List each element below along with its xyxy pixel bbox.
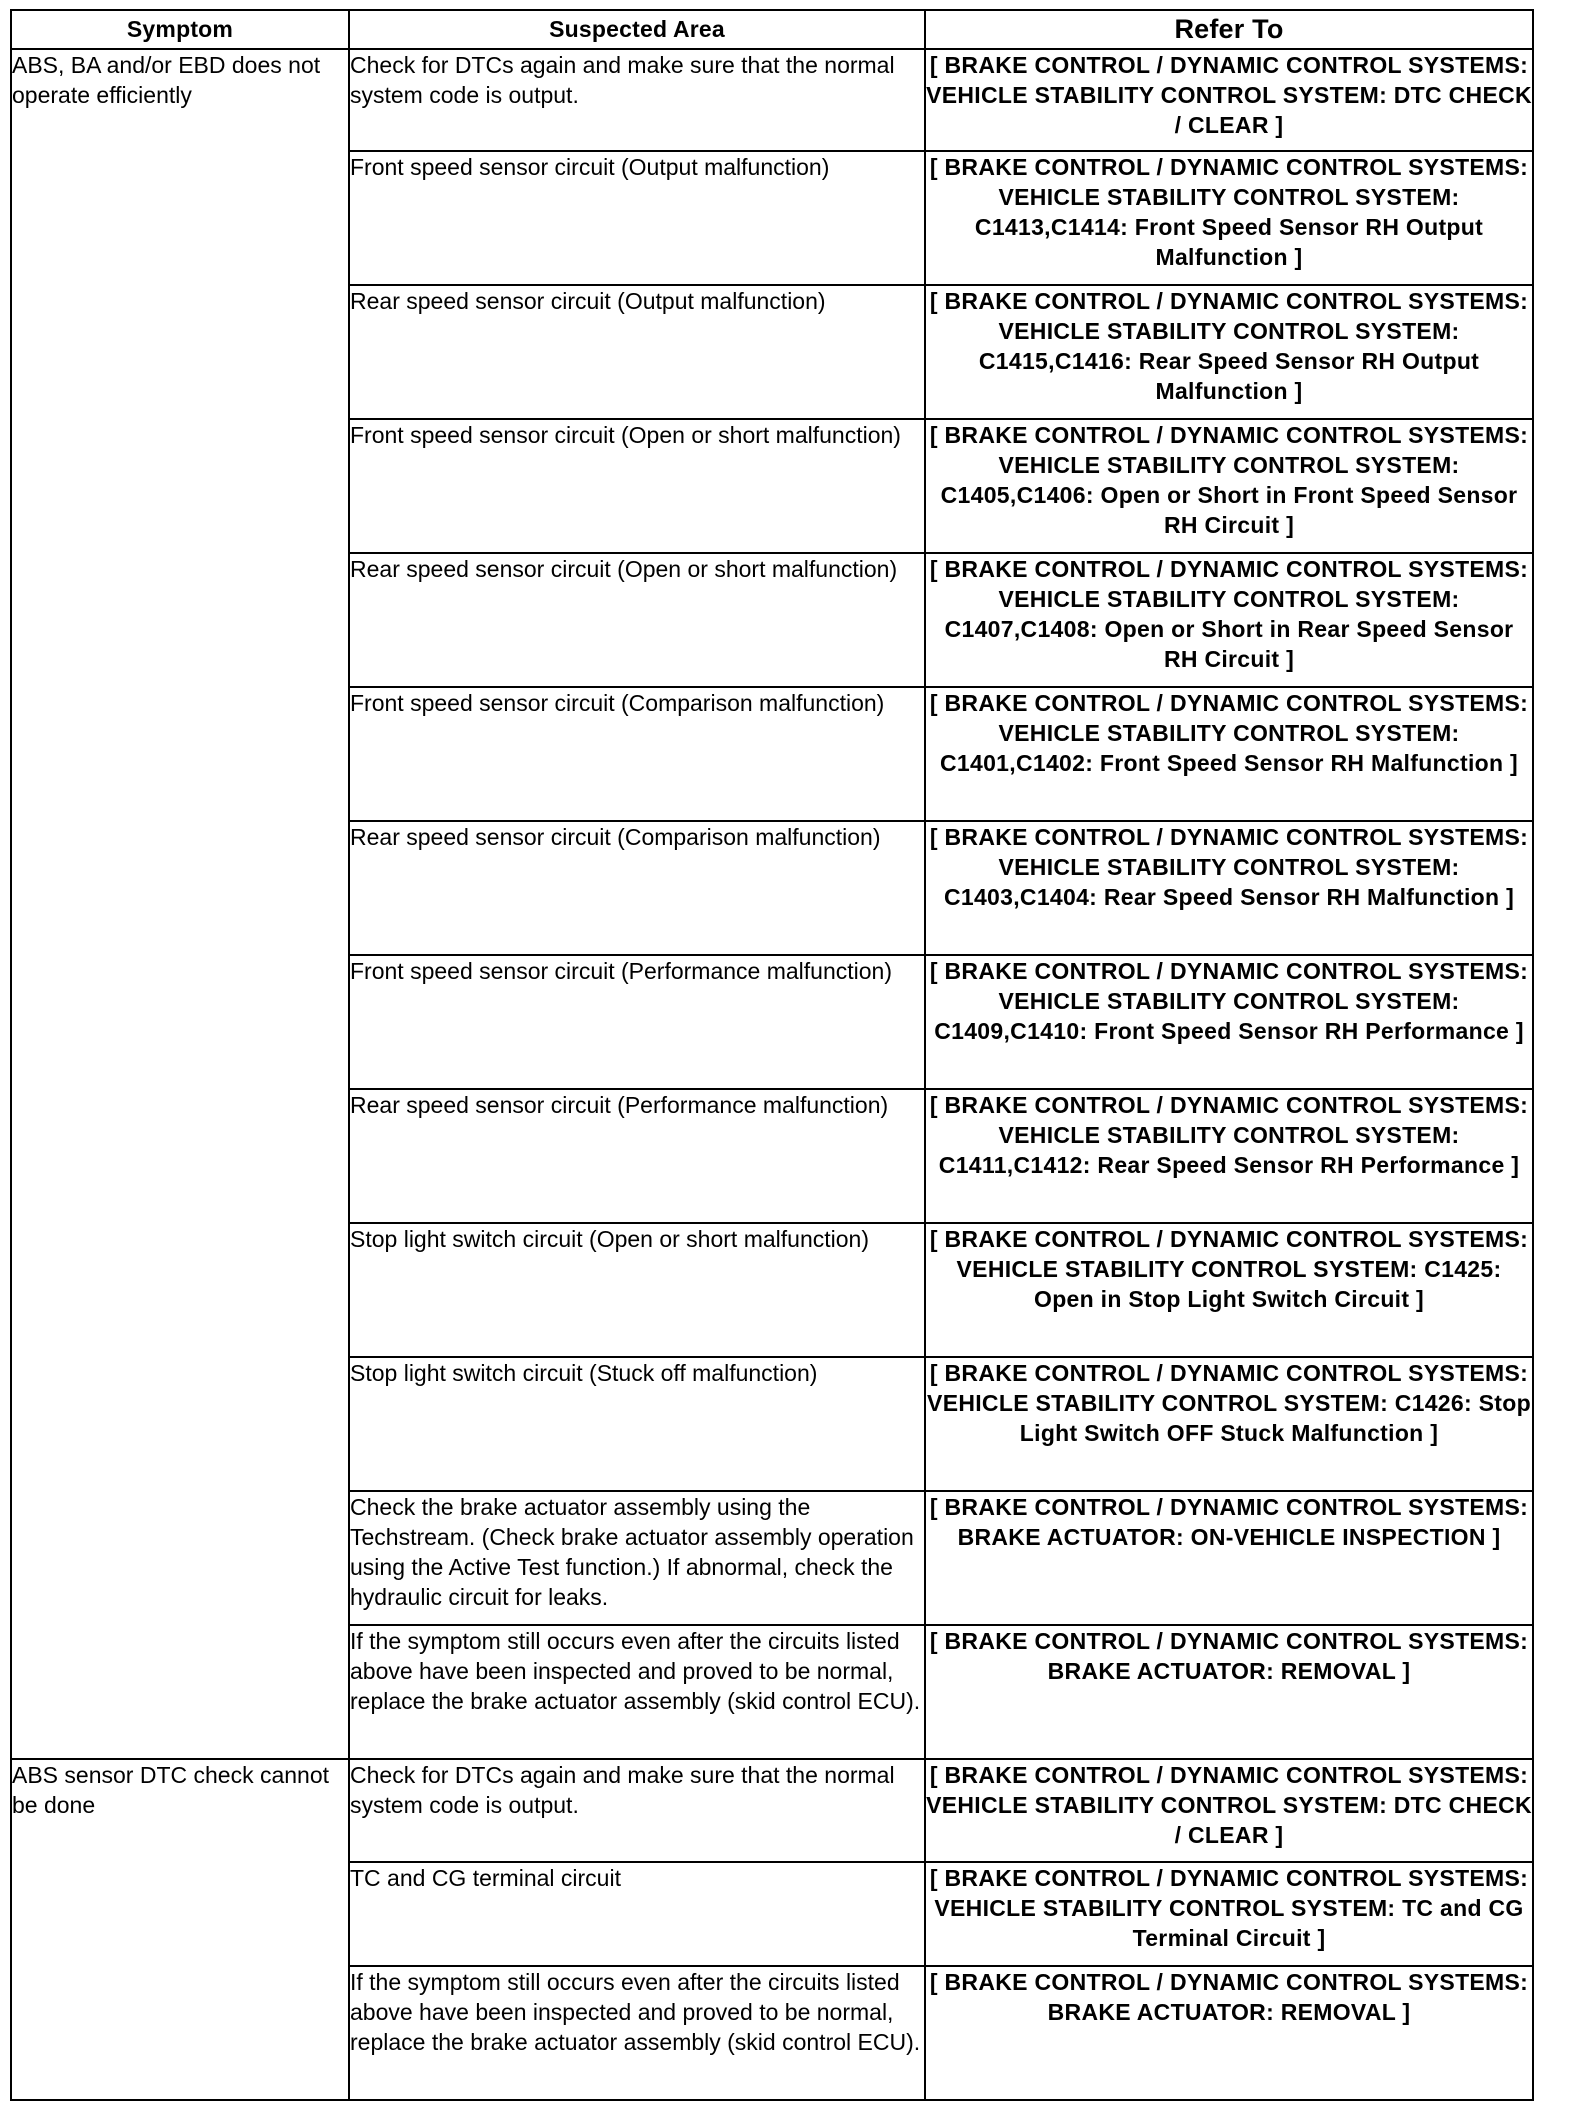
refer-to-link[interactable]: [ BRAKE CONTROL / DYNAMIC CONTROL SYSTEMS: VEHICLE STABILITY CONTROL SYSTEM: C1407,C1408: Open or Short in Rear Speed Sensor RH Circuit ]	[925, 553, 1533, 687]
suspected-area-cell: If the symptom still occurs even after the circuits listed above have been inspected and proved to be normal, replace the brake actuator assembly (skid control ECU).	[349, 1966, 925, 2100]
problem-symptoms-table-page	[10, 9, 1532, 2101]
table-row	[11, 49, 1533, 151]
table-header-row	[11, 10, 1533, 49]
suspected-area-cell: Front speed sensor circuit (Performance malfunction)	[349, 955, 925, 1089]
refer-to-link[interactable]: [ BRAKE CONTROL / DYNAMIC CONTROL SYSTEMS: BRAKE ACTUATOR: ON-VEHICLE INSPECTION ]	[925, 1491, 1533, 1625]
refer-to-link[interactable]: [ BRAKE CONTROL / DYNAMIC CONTROL SYSTEMS: VEHICLE STABILITY CONTROL SYSTEM: C1409,C1410: Front Speed Sensor RH Performance ]	[925, 955, 1533, 1089]
suspected-area-cell: Check for DTCs again and make sure that the normal system code is output.	[349, 1759, 925, 1862]
suspected-area-column-header: Suspected Area	[349, 10, 925, 49]
refer-to-link[interactable]: [ BRAKE CONTROL / DYNAMIC CONTROL SYSTEMS: VEHICLE STABILITY CONTROL SYSTEM: DTC CHECK / CLEAR ]	[925, 1759, 1533, 1862]
refer-to-link[interactable]: [ BRAKE CONTROL / DYNAMIC CONTROL SYSTEMS: VEHICLE STABILITY CONTROL SYSTEM: C1401,C1402: Front Speed Sensor RH Malfunction ]	[925, 687, 1533, 821]
symptom-column-header: Symptom	[11, 10, 349, 49]
refer-to-link[interactable]: [ BRAKE CONTROL / DYNAMIC CONTROL SYSTEMS: VEHICLE STABILITY CONTROL SYSTEM: C1426: Stop Light Switch OFF Stuck Malfunction ]	[925, 1357, 1533, 1491]
refer-to-column-header: Refer To	[925, 10, 1533, 49]
suspected-area-cell: Rear speed sensor circuit (Open or short malfunction)	[349, 553, 925, 687]
suspected-area-cell: Rear speed sensor circuit (Performance malfunction)	[349, 1089, 925, 1223]
suspected-area-cell: Rear speed sensor circuit (Comparison malfunction)	[349, 821, 925, 955]
suspected-area-cell: Front speed sensor circuit (Open or short malfunction)	[349, 419, 925, 553]
refer-to-link[interactable]: [ BRAKE CONTROL / DYNAMIC CONTROL SYSTEMS: VEHICLE STABILITY CONTROL SYSTEM: TC and CG Terminal Circuit ]	[925, 1862, 1533, 1966]
symptom-cell: ABS, BA and/or EBD does not operate efficiently	[11, 49, 349, 1759]
refer-to-link[interactable]: [ BRAKE CONTROL / DYNAMIC CONTROL SYSTEMS: BRAKE ACTUATOR: REMOVAL ]	[925, 1966, 1533, 2100]
refer-to-link[interactable]: [ BRAKE CONTROL / DYNAMIC CONTROL SYSTEMS: VEHICLE STABILITY CONTROL SYSTEM: C1415,C1416: Rear Speed Sensor RH Output Malfunction ]	[925, 285, 1533, 419]
refer-to-link[interactable]: [ BRAKE CONTROL / DYNAMIC CONTROL SYSTEMS: VEHICLE STABILITY CONTROL SYSTEM: C1413,C1414: Front Speed Sensor RH Output Malfunction ]	[925, 151, 1533, 285]
suspected-area-cell: Rear speed sensor circuit (Output malfunction)	[349, 285, 925, 419]
refer-to-link[interactable]: [ BRAKE CONTROL / DYNAMIC CONTROL SYSTEMS: VEHICLE STABILITY CONTROL SYSTEM: C1403,C1404: Rear Speed Sensor RH Malfunction ]	[925, 821, 1533, 955]
table-row	[11, 1759, 1533, 1862]
suspected-area-cell: Stop light switch circuit (Stuck off malfunction)	[349, 1357, 925, 1491]
suspected-area-cell: If the symptom still occurs even after the circuits listed above have been inspected and proved to be normal, replace the brake actuator assembly (skid control ECU).	[349, 1625, 925, 1759]
suspected-area-cell: Front speed sensor circuit (Output malfunction)	[349, 151, 925, 285]
refer-to-link[interactable]: [ BRAKE CONTROL / DYNAMIC CONTROL SYSTEMS: BRAKE ACTUATOR: REMOVAL ]	[925, 1625, 1533, 1759]
suspected-area-cell: Front speed sensor circuit (Comparison malfunction)	[349, 687, 925, 821]
suspected-area-cell: TC and CG terminal circuit	[349, 1862, 925, 1966]
refer-to-link[interactable]: [ BRAKE CONTROL / DYNAMIC CONTROL SYSTEMS: VEHICLE STABILITY CONTROL SYSTEM: DTC CHECK / CLEAR ]	[925, 49, 1533, 151]
refer-to-link[interactable]: [ BRAKE CONTROL / DYNAMIC CONTROL SYSTEMS: VEHICLE STABILITY CONTROL SYSTEM: C1405,C1406: Open or Short in Front Speed Sensor RH Circuit ]	[925, 419, 1533, 553]
suspected-area-cell: Stop light switch circuit (Open or short malfunction)	[349, 1223, 925, 1357]
refer-to-link[interactable]: [ BRAKE CONTROL / DYNAMIC CONTROL SYSTEMS: VEHICLE STABILITY CONTROL SYSTEM: C1411,C1412: Rear Speed Sensor RH Performance ]	[925, 1089, 1533, 1223]
problem-symptoms-table	[10, 9, 1534, 2101]
suspected-area-cell: Check the brake actuator assembly using the Techstream. (Check brake actuator assembly operation using the Active Test function.) If abnormal, check the hydraulic circuit for leaks.	[349, 1491, 925, 1625]
suspected-area-cell: Check for DTCs again and make sure that the normal system code is output.	[349, 49, 925, 151]
symptom-cell: ABS sensor DTC check cannot be done	[11, 1759, 349, 2100]
refer-to-link[interactable]: [ BRAKE CONTROL / DYNAMIC CONTROL SYSTEMS: VEHICLE STABILITY CONTROL SYSTEM: C1425: Open in Stop Light Switch Circuit ]	[925, 1223, 1533, 1357]
